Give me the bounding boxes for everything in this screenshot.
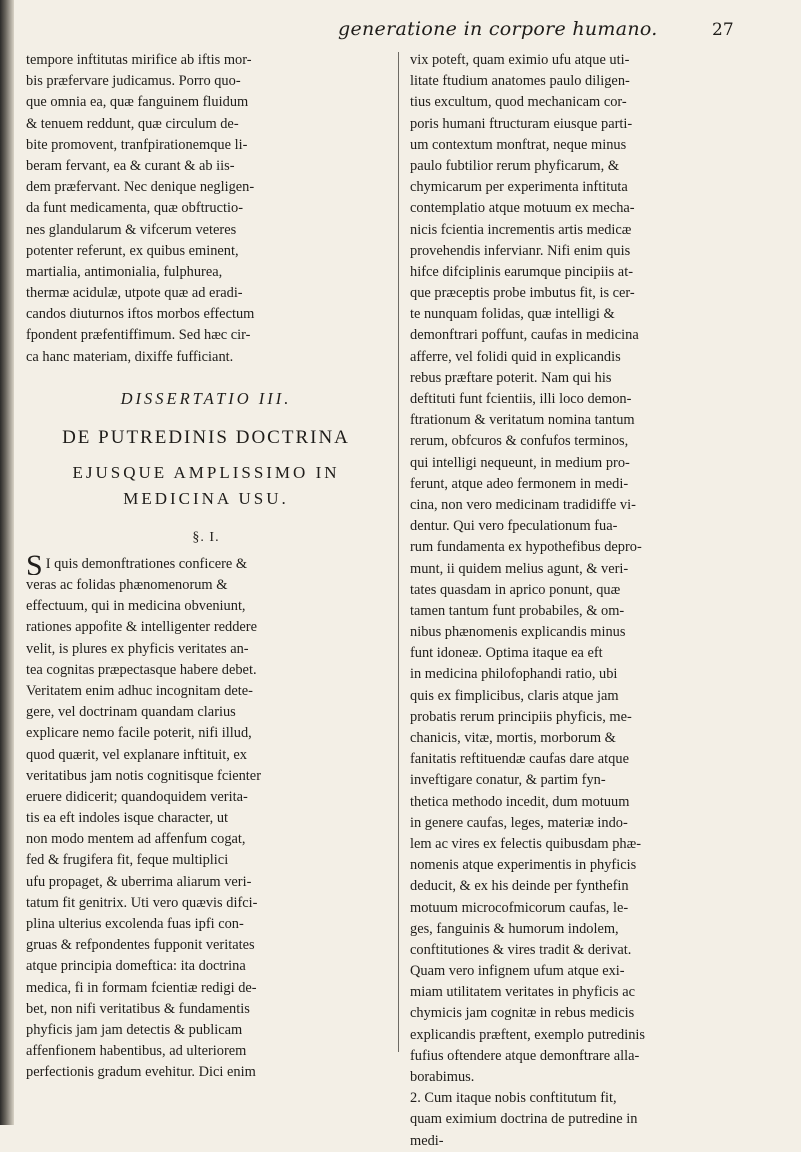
text-line: [410, 1131, 780, 1152]
line-text: cina, non vero medicinam tradidiffe vi-: [410, 496, 636, 513]
text-line: [410, 1025, 780, 1046]
text-line: [410, 495, 780, 516]
text-line: [26, 872, 386, 893]
line-text: medi-: [410, 1132, 444, 1149]
page-number: 27: [712, 20, 734, 40]
line-text: bet, non nifi veritatibus & fundamentis: [26, 1000, 250, 1017]
text-line: [410, 834, 780, 855]
text-line: [410, 220, 780, 241]
text-line: [26, 575, 386, 596]
line-text: quod quærit, vel explanare inftituit, ex: [26, 746, 248, 763]
line-text: eruere didicerit; quandoquidem verita-: [26, 788, 248, 805]
line-text: probatis rerum principiis phyficis, me-: [410, 708, 632, 725]
line-text: perfectionis gradum evehitur. Dici enim: [26, 1064, 256, 1081]
line-text: borabimus.: [410, 1069, 475, 1085]
line-text: que præceptis probe imbutus fit, is cer-: [410, 285, 635, 302]
line-text: rebus præftare poterit. Nam qui his: [410, 369, 612, 386]
text-line: [410, 410, 780, 431]
line-text: martialia, antimonialia, fulphurea,: [26, 263, 223, 280]
line-text: tatum fit genitrix. Uti vero quævis difci-: [26, 894, 258, 911]
line-text: nes glandularum & vifcerum veteres: [26, 221, 237, 238]
line-text: atque principia domeftica: ita doctrina: [26, 958, 246, 975]
line-text: lem ac vires ex felectis quibusdam phæ-: [410, 835, 641, 852]
line-text: Quam vero infignem ufum atque exi-: [410, 963, 625, 980]
line-text: bite promovent, tranfpirationemque li-: [26, 136, 248, 153]
line-text: nicis fcientia incrementis artis medicæ: [410, 221, 632, 238]
drop-cap: S: [26, 553, 43, 575]
line-text: contemplatio atque motuum ex mecha-: [410, 200, 635, 217]
line-text: Veritatem enim adhuc incognitam dete-: [26, 682, 253, 699]
paragraph-intro: [26, 50, 386, 368]
line-text: da funt medicamenta, quæ obftructio-: [26, 200, 243, 217]
text-line: [26, 829, 386, 850]
text-line: [410, 1046, 780, 1067]
line-text: veras ac folidas phænomenorum &: [26, 577, 228, 593]
text-line: [410, 559, 780, 580]
line-text: & tenuem reddunt, quæ circulum de-: [26, 115, 239, 132]
line-text: velit, is plures ex phyficis veritates an-: [26, 640, 249, 657]
text-line: [410, 1088, 780, 1109]
text-line: [410, 770, 780, 791]
line-text: munt, ii quidem melius agunt, & veri-: [410, 560, 629, 577]
text-line: [410, 198, 780, 219]
text-line: [26, 639, 386, 660]
text-line: [410, 982, 780, 1003]
text-line: [410, 453, 780, 474]
text-line: [410, 325, 780, 346]
text-line: [410, 135, 780, 156]
line-text: chanicis, vitæ, mortis, morborum &: [410, 730, 616, 746]
text-line: [26, 1020, 386, 1041]
text-line: [26, 596, 386, 617]
line-text: litate ftudium anatomes paulo diligen-: [410, 73, 630, 90]
line-text: candos diuturnos iftos morbos effectum: [26, 306, 255, 323]
text-line: [26, 766, 386, 787]
right-column: [410, 50, 780, 1152]
line-text: fed & frugifera fit, feque multiplici: [26, 852, 229, 869]
line-text: affenfionem habentibus, ad ulteriorem: [26, 1043, 247, 1060]
text-line: [26, 241, 386, 262]
line-text: rationes appofite & intelligenter reddere: [26, 619, 257, 636]
text-line: [410, 50, 780, 71]
line-text: deftituti funt fcientiis, illi loco demon-: [410, 391, 632, 407]
line-text: ges, fanguinis & humorum indolem,: [410, 920, 619, 937]
line-text: thermæ acidulæ, utpote quæ ad eradi-: [26, 285, 243, 302]
text-line: [26, 1062, 386, 1083]
text-line: [26, 135, 386, 156]
text-line: [410, 707, 780, 728]
line-text: chymicis jam cognitæ in rebus medicis: [410, 1005, 635, 1022]
text-line: [26, 177, 386, 198]
section-mark: §. I.: [192, 529, 220, 545]
text-line: [410, 156, 780, 177]
text-line: [26, 262, 386, 283]
text-line: [26, 914, 386, 935]
line-text: I quis demonftrationes conficere &: [45, 555, 248, 572]
text-line: [26, 220, 386, 241]
dissertation-title-line-3: MEDICINA USU.: [123, 488, 289, 508]
text-line: [26, 999, 386, 1020]
text-line: [410, 92, 780, 113]
line-text: um contextum monftrat, neque minus: [410, 136, 627, 153]
line-text: miam utilitatem veritates in phyficis ac: [410, 984, 635, 1001]
text-line: [26, 50, 386, 71]
text-line: [410, 304, 780, 325]
text-line: [26, 156, 386, 177]
line-text: demonftrari poffunt, caufas in medicina: [410, 327, 639, 344]
line-text: fanitatis reftituendæ caufas dare atque: [410, 751, 629, 768]
line-text: tates quasdam in aprico ponunt, quæ: [410, 581, 621, 598]
line-text: provehendis infervianr. Nifi enim quis: [410, 242, 631, 259]
text-line: [410, 114, 780, 135]
line-text: rerum, obfcuros & confufos terminos,: [410, 433, 629, 450]
line-text: 2. Cum itaque nobis conftitutum fit,: [410, 1090, 617, 1107]
text-line: [26, 850, 386, 871]
text-line: [410, 749, 780, 770]
line-text: qui intelligi nequeunt, in medium pro-: [410, 454, 630, 471]
text-line: [26, 681, 386, 702]
text-line: [410, 855, 780, 876]
line-text: deducit, & ex his deinde per fynthefin: [410, 878, 629, 895]
dissertation-title-line-1: DE PUTREDINIS DOCTRINA: [62, 426, 350, 448]
text-line: [410, 389, 780, 410]
line-text: tea cognitas præpectasque habere debet.: [26, 661, 257, 678]
text-line: [410, 643, 780, 664]
line-text: gere, vel doctrinam quandam clarius: [26, 704, 236, 721]
line-text: tamen tantum funt probabiles, & om-: [410, 602, 625, 619]
line-text: explicare nemo facile poterit, nifi illud,: [26, 725, 252, 742]
text-line: [410, 368, 780, 389]
text-line: [410, 474, 780, 495]
text-line: [410, 664, 780, 685]
line-text: te nunquam folidas, quæ intelligi &: [410, 306, 615, 323]
line-text: afferre, vel folidi quid in explicandis: [410, 348, 621, 365]
text-line: [410, 601, 780, 622]
line-text: medica, fi in formam fcientiæ redigi de-: [26, 979, 257, 996]
text-line: [410, 580, 780, 601]
line-text: nomenis atque experimentis in phyficis: [410, 857, 637, 874]
text-line: [26, 114, 386, 135]
text-line: [26, 617, 386, 638]
text-line: [26, 808, 386, 829]
page-gutter: [0, 0, 14, 1125]
paragraph-continuation: [410, 50, 780, 1152]
line-text: que omnia ea, quæ fanguinem fluidum: [26, 94, 249, 111]
line-text: paulo fubtilior rerum phyficarum, &: [410, 157, 620, 174]
text-line: [410, 728, 780, 749]
line-text: in genere caufas, leges, materiæ indo-: [410, 814, 628, 831]
line-text: tis ea eft indoles isque character, ut: [26, 810, 229, 827]
text-line: [410, 71, 780, 92]
text-line: [26, 1041, 386, 1062]
line-text: tempore inftitutas mirifice ab iftis mor-: [26, 52, 252, 68]
text-line: [26, 978, 386, 999]
line-text: phyficis jam jam detectis & publicam: [26, 1021, 243, 1038]
text-line: [26, 92, 386, 113]
line-text: chymicarum per experimenta inftituta: [410, 179, 628, 196]
line-text: effectuum, qui in medicina obveniunt,: [26, 598, 246, 615]
line-text: conftitutiones & vires tradit & derivat.: [410, 941, 632, 958]
line-text: poris humani ftructuram eiusque parti-: [410, 115, 633, 132]
line-text: thetica methodo incedit, dum motuum: [410, 793, 630, 810]
text-line: [26, 325, 386, 346]
line-text: vix poteft, quam eximio ufu atque uti-: [410, 52, 630, 68]
text-line: [26, 893, 386, 914]
text-line: [410, 813, 780, 834]
text-line: [26, 956, 386, 977]
text-line: [410, 1109, 780, 1130]
line-text: funt idoneæ. Optima itaque ea eft: [410, 645, 603, 662]
text-line: [26, 702, 386, 723]
text-line: [410, 1067, 780, 1088]
column-divider: [398, 52, 399, 1052]
paragraph-section-1: [26, 554, 386, 1084]
line-text: in medicina philofophandi ratio, ubi: [410, 666, 618, 683]
text-line: [26, 304, 386, 325]
running-title: generatione in corpore humano.: [338, 18, 658, 40]
text-line: [410, 537, 780, 558]
line-text: bis præfervare judicamus. Porro quo-: [26, 73, 241, 90]
text-line: [26, 745, 386, 766]
line-text: quis ex fimplicibus, claris atque jam: [410, 687, 619, 704]
line-text: ca hanc materiam, dixiffe fufficiant.: [26, 348, 234, 365]
dissertation-title-line-2: EJUSQUE AMPLISSIMO IN: [72, 462, 340, 482]
line-text: hifce difciplinis earumque pincipiis at-: [410, 263, 633, 280]
text-line: [26, 71, 386, 92]
text-line: [410, 347, 780, 368]
text-line: [410, 898, 780, 919]
line-text: ftrationum & veritatum nomina tantum: [410, 412, 635, 429]
line-text: inveftigare conatur, & partim fyn-: [410, 772, 606, 789]
line-text: ferunt, atque adeo fermonem in medi-: [410, 475, 629, 492]
line-text: potenter referunt, ex quibus eminent,: [26, 242, 239, 259]
text-line: [410, 919, 780, 940]
text-line: [410, 1003, 780, 1024]
text-line: [26, 198, 386, 219]
line-text: motuum microcofmicorum caufas, le-: [410, 899, 629, 916]
text-line: [410, 516, 780, 537]
text-line: [410, 241, 780, 262]
line-text: fpondent præfentiffimum. Sed hæc cir-: [26, 327, 251, 344]
line-text: fufius oftendere atque demonftrare alla-: [410, 1047, 640, 1064]
line-text: plina ulterius excolenda fuas ipfi con-: [26, 916, 244, 932]
line-text: dem præfervant. Nec denique negligen-: [26, 179, 255, 196]
text-line: [26, 787, 386, 808]
text-line: [26, 554, 386, 575]
line-text: non modo mentem ad affenfum cogat,: [26, 831, 246, 848]
line-text: rum fundamenta ex hypothefibus depro-: [410, 539, 642, 556]
text-line: [410, 283, 780, 304]
text-line: [26, 283, 386, 304]
dissertation-number: DISSERTATIO III.: [120, 388, 292, 408]
text-line: [26, 347, 386, 368]
line-text: explicandis præftent, exemplo putredinis: [410, 1026, 645, 1043]
text-line: [410, 961, 780, 982]
text-line: [410, 792, 780, 813]
text-line: [410, 177, 780, 198]
page-header: [0, 18, 801, 48]
text-line: [26, 660, 386, 681]
line-text: gruas & refpondentes fupponit veritates: [26, 937, 255, 954]
text-line: [410, 431, 780, 452]
line-text: veritatibus jam notis cognitisque fcienter: [26, 767, 261, 784]
left-column: [26, 50, 386, 1084]
text-line: [26, 723, 386, 744]
text-line: [410, 622, 780, 643]
text-line: [410, 940, 780, 961]
line-text: ufu propaget, & uberrima aliarum veri-: [26, 873, 252, 890]
text-line: [410, 262, 780, 283]
text-line: [26, 935, 386, 956]
line-text: tius excultum, quod mechanicam cor-: [410, 94, 627, 111]
line-text: beram fervant, ea & curant & ab iis-: [26, 157, 235, 174]
line-text: quam eximium doctrina de putredine in: [410, 1111, 638, 1128]
line-text: dentur. Qui vero fpeculationum fua-: [410, 518, 618, 535]
line-text: nibus phænomenis explicandis minus: [410, 624, 626, 641]
text-line: [410, 876, 780, 897]
text-line: [410, 686, 780, 707]
